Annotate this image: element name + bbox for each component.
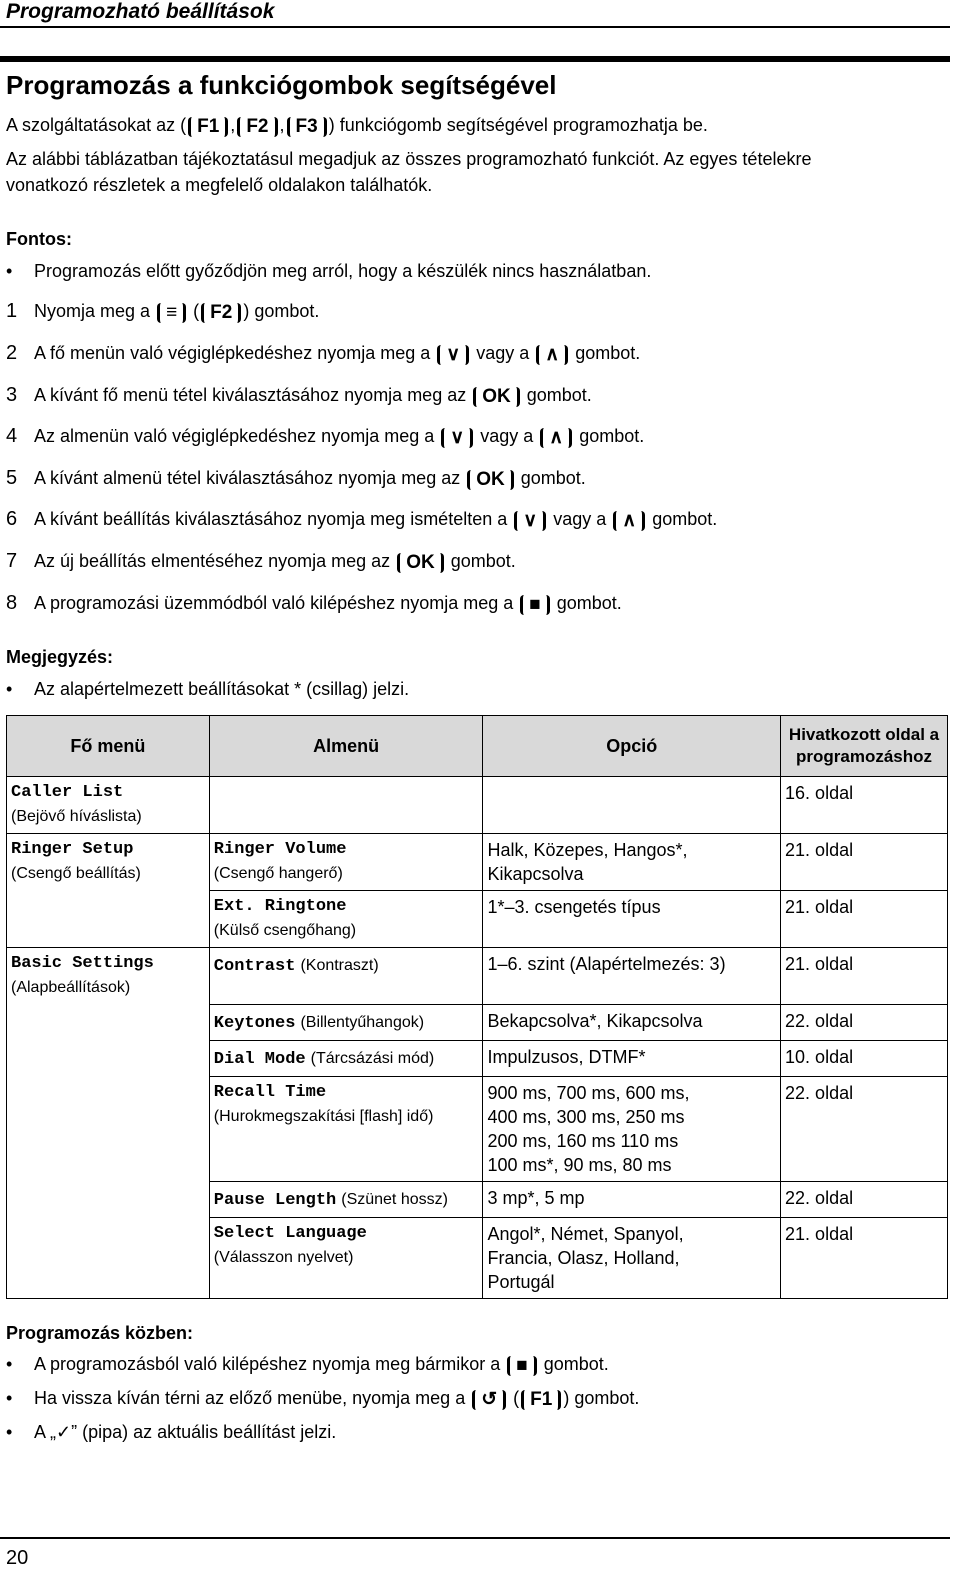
table-row: Dial Mode (Tárcsázási mód) Impulzusos, DTMF* 10. oldal xyxy=(7,1040,948,1076)
table-row: Ringer Setup (Csengő beállítás) Ringer Volume (Csengő hangerő) Halk, Közepes, Hangos*, Kikapcsolva 21. oldal xyxy=(7,834,948,891)
off-key: ■ xyxy=(520,595,549,615)
table-header-row xyxy=(7,716,948,777)
step-7: 7 Az új beállítás elmentéséhez nyomja meg az OK gombot. xyxy=(6,550,516,573)
col-main-menu: Fő menü xyxy=(7,716,210,777)
intro-text: A szolgáltatásokat az ( F1 , F2 , F3 ) funkciógomb segítségével programozhatja be. xyxy=(6,115,708,137)
intro-para: Az alábbi táblázatban tájékoztatásul megadjuk az összes programozható funkciót. Az egyes tételekre xyxy=(6,149,812,169)
important-bullet: • Programozás előtt győződjön meg arról, hogy a készülék nincs használatban. xyxy=(6,261,652,281)
ok-key: OK xyxy=(397,553,444,573)
section-rule xyxy=(0,56,950,62)
up-key: ∧ xyxy=(536,345,568,365)
table-row: Caller List (Bejövő híváslista) 16. oldal xyxy=(7,777,948,834)
table-row: Recall Time (Hurokmegszakítási [flash] idő) 900 ms, 700 ms, 600 ms, 400 ms, 300 ms, 250 ms 200 ms, 160 ms 110 ms 100 ms*, 90 ms, 80 ms 22. oldal xyxy=(7,1076,948,1181)
header-rule xyxy=(0,26,950,28)
settings-table xyxy=(6,715,948,1299)
step-4: 4 Az almenün való végiglépkedéshez nyomja meg a ∨ vagy a ∧ gombot. xyxy=(6,425,645,448)
note-label: Megjegyzés: xyxy=(6,647,114,667)
off-key: ■ xyxy=(507,1356,536,1376)
during-bullet-2: • Ha vissza kíván térni az előző menübe, nyomja meg a ↺ ( F1 ) gombot. xyxy=(6,1388,640,1410)
during-label: Programozás közben: xyxy=(6,1323,194,1343)
note-bullet: • Az alapértelmezett beállításokat * (csillag) jelzi. xyxy=(6,679,410,699)
intro-para-2: vonatkozó részletek a megfelelő oldalakon találhatók. xyxy=(6,175,433,195)
col-option: Opció xyxy=(483,716,781,777)
up-key: ∧ xyxy=(540,428,572,448)
table-row: Basic Settings (Alapbeállítások) Contrast (Kontraszt) 1–6. szint (Alapértelmezés: 3) 21. oldal xyxy=(7,948,948,1005)
step-6: 6 A kívánt beállítás kiválasztásához nyomja meg ismételten a ∨ vagy a ∧ gombot. xyxy=(6,508,718,531)
step-8: 8 A programozási üzemmódból való kilépéshez nyomja meg a ■ gombot. xyxy=(6,592,622,615)
down-key: ∨ xyxy=(514,511,546,531)
f1-key: F1 xyxy=(521,1390,561,1410)
f3-key: F3 xyxy=(287,117,327,137)
back-key: ↺ xyxy=(472,1390,506,1410)
col-reference: Hivatkozott oldal a programozáshoz xyxy=(781,716,948,777)
down-key: ∨ xyxy=(441,428,473,448)
table-row: Ext. Ringtone (Külső csengőhang) 1*–3. csengetés típus 21. oldal xyxy=(7,891,948,948)
col-submenu: Almenü xyxy=(209,716,483,777)
footer-rule xyxy=(0,1537,950,1539)
page-number: 20 xyxy=(6,1547,29,1569)
table-row: Select Language (Válasszon nyelvet) Angol*, Német, Spanyol, Francia, Olasz, Holland, Portugál 21. oldal xyxy=(7,1217,948,1298)
running-header: Programozható beállítások xyxy=(6,0,275,23)
up-key: ∧ xyxy=(613,511,645,531)
f2-key: F2 xyxy=(237,117,277,137)
during-bullet-3: • A „✓” (pipa) az aktuális beállítást jelzi. xyxy=(6,1422,337,1442)
step-5: 5 A kívánt almenü tétel kiválasztásához nyomja meg az OK gombot. xyxy=(6,467,586,490)
ok-key: OK xyxy=(473,387,520,407)
step-2: 2 A fő menün való végiglépkedéshez nyomja meg a ∨ vagy a ∧ gombot. xyxy=(6,342,641,365)
f1-key: F1 xyxy=(188,117,228,137)
section-heading: Programozás a funkciógombok segítségével xyxy=(6,70,557,100)
down-key: ∨ xyxy=(437,345,469,365)
menu-key: ≡ xyxy=(157,303,186,323)
f2-key: F2 xyxy=(201,303,241,323)
ok-key: OK xyxy=(467,470,514,490)
step-1: 1 Nyomja meg a ≡ ( F2 ) gombot. xyxy=(6,300,320,323)
table-row: Keytones (Billentyűhangok) Bekapcsolva*, Kikapcsolva 22. oldal xyxy=(7,1004,948,1040)
table-row: Pause Length (Szünet hossz) 3 mp*, 5 mp 22. oldal xyxy=(7,1181,948,1217)
important-label: Fontos: xyxy=(6,229,72,249)
during-bullet-1: • A programozásból való kilépéshez nyomja meg bármikor a ■ gombot. xyxy=(6,1354,609,1376)
step-3: 3 A kívánt fő menü tétel kiválasztásához nyomja meg az OK gombot. xyxy=(6,384,592,407)
